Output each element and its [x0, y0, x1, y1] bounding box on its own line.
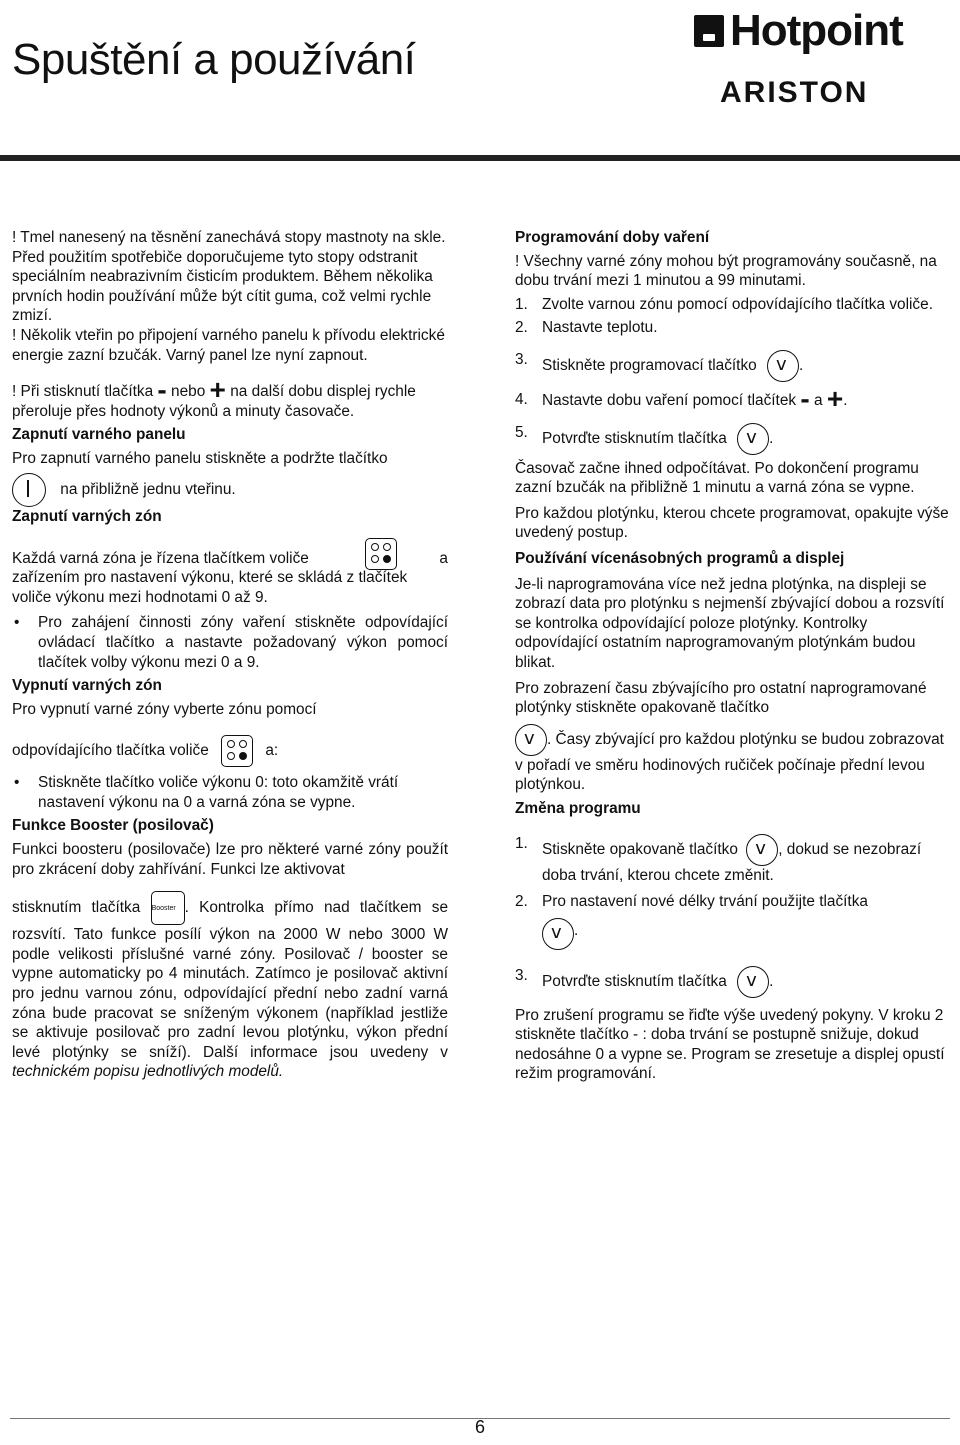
timer-button-icon: v	[767, 350, 799, 382]
heading-power-on: Zapnutí varného panelu	[12, 426, 186, 444]
brand-name: Hotpoint	[694, 6, 903, 56]
right-paragraph-1: ! Všechny varné zóny mohou být programovány současně, na dobu trvání mezi 1 minutou a 99 minutami.	[515, 252, 937, 290]
right-paragraph-6: Pro zrušení programu se řiďte výše uvedený pokyny. V kroku 2 stiskněte tlačítko - : doba trvání se postupně snižuje, dokud nedosáhne 0 a vypne se. Program se zresetuje a displej opustí režim programování.	[515, 1006, 945, 1083]
right-paragraph-4: Je-li naprogramována více než jedna plotýnka, na displeji se zobrazí data pro plotýnku s nejmenší zbývající dobou a rozsvítí se kontrolka odpovídající poloze plotýnky. Kontrolky odpovídající ostatním naprogramovaným plotýnkám budou blikat.	[515, 575, 945, 671]
page-title: Spuštění a používání	[12, 35, 416, 84]
right-column	[515, 226, 952, 1084]
left-paragraph-6: Pro vypnutí varné zóny vyberte zónu pomocí	[12, 700, 317, 718]
left-paragraph-6b: odpovídajícího tlačítka voliče a:	[12, 735, 448, 767]
plus-icon: +	[209, 374, 226, 406]
timer-button-icon-2: v	[737, 423, 769, 455]
left-column	[12, 226, 448, 1082]
step-2: 2. Nastavte teplotu.	[515, 319, 658, 337]
zone-selector-icon	[365, 538, 397, 570]
right-paragraph-2: Časovač začne ihned odpočítávat. Po dokončení programu zazní bzučák na přibližně 1 minutu a varná zóna se vypne.	[515, 459, 919, 497]
change-step-2: 2. Pro nastavení nové délky trvání použijte tlačítka v .	[515, 892, 952, 950]
left-paragraph-2: ! Několik vteřin po připojení varného panelu k přívodu elektrické energie zazní bzučák. Varný panel lze nyní zapnout.	[12, 326, 445, 364]
booster-button-icon: Booster	[151, 891, 185, 925]
step-3: 3. Stiskněte programovací tlačítko v .	[515, 350, 952, 382]
plus-icon-2: +	[826, 382, 844, 414]
minus-icon-2: -	[800, 382, 810, 414]
heading-zones-off: Vypnutí varných zón	[12, 677, 162, 695]
power-button-icon	[12, 473, 46, 507]
right-paragraph-5: Pro zobrazení času zbývajícího pro ostatní naprogramované plotýnky stiskněte opakovaně tlačítko	[515, 679, 927, 717]
left-paragraph-5: Každá varná zóna je řízena tlačítkem voliče a	[12, 538, 448, 568]
page-number: 6	[474, 1417, 485, 1437]
timer-button-icon-5: v	[542, 918, 574, 950]
timer-button-icon-6: v	[737, 966, 769, 998]
heading-programming: Programování doby vaření	[515, 229, 710, 246]
right-paragraph-3: Pro každou plotýnku, kterou chcete programovat, opakujte výše uvedený postup.	[515, 504, 949, 542]
timer-button-icon-3: v	[515, 724, 547, 756]
change-step-1: 1. Stiskněte opakovaně tlačítko v , dokud se nezobrazí doba trvání, kterou chcete změnit.	[515, 835, 922, 885]
zone-selector-icon-2	[221, 735, 253, 767]
left-paragraph-3: ! Při stisknutí tlačítka - nebo + na další dobu displej rychle přeroluje přes hodnoty výkonů a minuty časovače.	[12, 374, 416, 420]
heading-multi-programs: Používání vícenásobných programů a displej	[515, 549, 845, 567]
heading-zones-on: Zapnutí varných zón	[12, 507, 162, 525]
bullet-zone-off: • Stiskněte tlačítko voliče výkonu 0: toto okamžitě vrátí nastavení výkonu na 0 a varná zóna se vypne.	[12, 773, 448, 812]
minus-icon: -	[157, 374, 167, 406]
left-paragraph-8: stisknutím tlačítka Booster . Kontrolka přímo nad tlačítkem se rozsvítí. Tato funkce posílí výkon na 2000 W nebo 3000 W podle velikosti příslušné varné zóny. Posilovač / booster se vypne automaticky po 4 minutách. Zatímco je posilovač aktivní pro jednu varnou zónu, odpovídající přední nebo zadní varná zóna bude pracovat se sníženým výkonem (například jestliže se aktivuje posilovač pro zadní levou plotýnku, výkon přední levé plotýnky se sníží). Další informace jsou uvedeny v technickém popisu jednotlivých modelů.	[12, 891, 448, 1082]
brand-subname: ARISTON	[720, 76, 869, 109]
step-5: 5. Potvrďte stisknutím tlačítka v .	[515, 423, 952, 455]
right-paragraph-5b: v . Časy zbývající pro každou plotýnku se budou zobrazovat v pořadí ve směru hodinových ručiček počínaje přední levou plotýnkou.	[515, 724, 952, 795]
bullet-zone-start: • Pro zahájení činnosti zóny vaření stiskněte odpovídající ovládací tlačítko a nastavte požadovaný výkon pomocí tlačítek volby výkonu mezi 0 a 9.	[12, 613, 448, 672]
step-4: 4. Nastavte dobu vaření pomocí tlačítek - a +.	[515, 382, 848, 414]
left-paragraph-4b: na přibližně jednu vteřinu.	[12, 473, 448, 507]
step-1: 1. Zvolte varnou zónu pomocí odpovídajícího tlačítka voliče.	[515, 295, 933, 313]
heading-change-program: Změna programu	[515, 799, 641, 817]
left-paragraph-4: Pro zapnutí varného panelu stiskněte a podržte tlačítko	[12, 449, 388, 467]
left-paragraph-7: Funkci boosteru (posilovače) lze pro některé varné zóny použít pro zkrácení doby zahřívání. Funkci lze aktivovat	[12, 841, 448, 878]
left-paragraph-5c: zařízením pro nastavení výkonu, které se skládá z tlačítek voliče výkonu mezi hodnotami 0 až 9.	[12, 569, 408, 606]
heading-booster: Funkce Booster (posilovač)	[12, 817, 214, 835]
left-paragraph-1: ! Tmel nanesený na těsnění zanechává stopy mastnoty na skle. Před použitím spotřebiče doporučujeme tyto stopy odstranit speciálním neabrazivním čisticím produktem. Během několika prvních hodin používání může být cítit guma, což velmi rychle zmizí.	[12, 229, 446, 325]
hotpoint-logo-icon	[694, 15, 724, 47]
timer-button-icon-4: v	[746, 834, 778, 866]
change-step-3: 3. Potvrďte stisknutím tlačítka v .	[515, 966, 952, 998]
header-rule	[0, 155, 960, 161]
brand-logo	[694, 6, 922, 114]
